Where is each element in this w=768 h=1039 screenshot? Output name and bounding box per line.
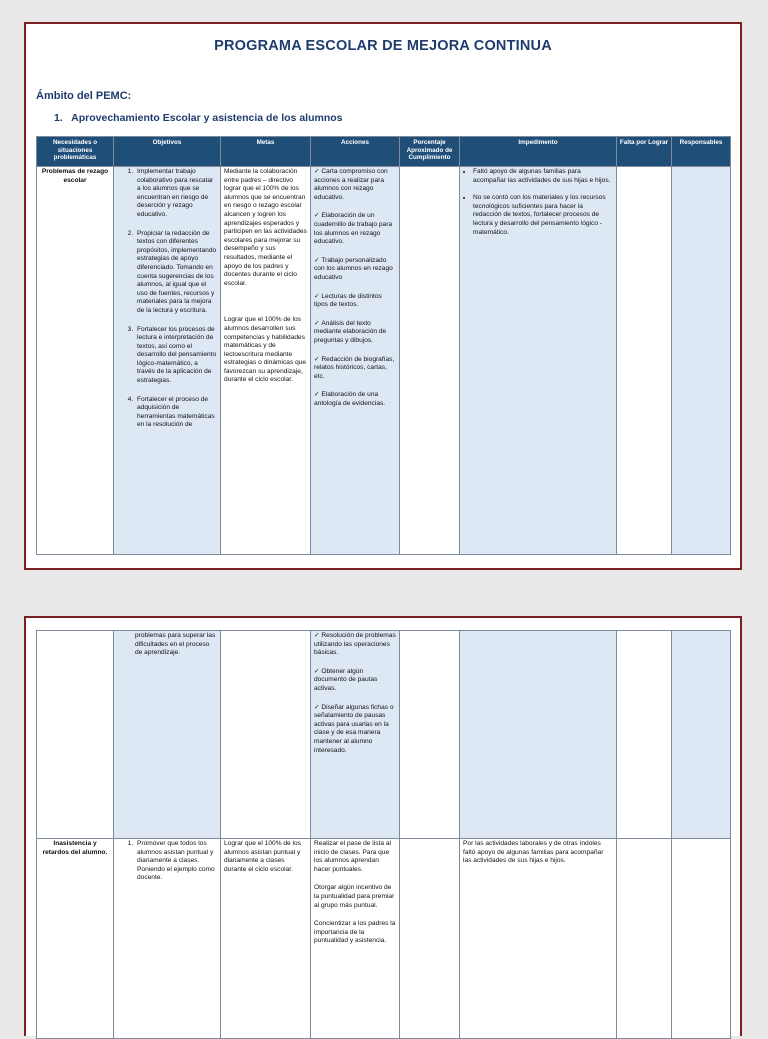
- objetivo-item: 2. Propiciar la redacción de textos con diferentes propósitos, implementando estrategias de apoyo diferenciado. Tomando en cuenta sugerencias de los alumnos, al igual que el uso de fuentes, recursos y materiales para la mejora de la lectura y escritura.: [135, 230, 217, 316]
- accion-item: ✓ Análisis del texto mediante elaboración de preguntas y dibujos.: [314, 320, 396, 346]
- impedimento-cell: Por las actividades laborales y de otras índoles faltó apoyo de algunas familias para acompañar las actividades de sus hijas e hijos.: [460, 839, 617, 1039]
- metas-cell: [221, 631, 311, 839]
- accion-item: ✓ Lecturas de distintos tipos de textos.: [314, 293, 396, 310]
- objetivo-item: 1. Promover que todos los alumnos asistan puntual y diariamente a clases. Poniendo el ejemplo como docente.: [135, 840, 217, 883]
- responsables-cell: [672, 839, 731, 1039]
- document-page-2: [24, 616, 742, 1036]
- impedimento-item: • No se contó con los materiales y los recursos tecnológicos suficientes para hacer la redacción de textos, fortalecer procesos de lectura y desarrollo del pensamiento lógico - matemático.: [473, 194, 613, 237]
- accion-item: ✓ Redacción de biografías, relatos históricos, cartas, etc.: [314, 356, 396, 382]
- metas-cell: [221, 167, 311, 555]
- falta-cell: [617, 839, 672, 1039]
- header-acciones: Acciones: [311, 137, 400, 167]
- accion-item: ✓ Trabajo personalizado con los alumnos en rezago educativo: [314, 257, 396, 283]
- accion-item: Realizar el pase de lista al inicio de clases. Para que los alumnos aprendan hacer puntuales.: [314, 840, 391, 873]
- impedimento-cell: [460, 167, 617, 555]
- table-row: [37, 839, 731, 1039]
- pemc-table: [36, 136, 731, 555]
- falta-cell: [617, 167, 672, 555]
- pemc-table-continued: [36, 630, 731, 1039]
- document-title: PROGRAMA ESCOLAR DE MEJORA CONTINUA: [214, 38, 552, 54]
- objetivos-cell: [114, 167, 221, 555]
- objetivos-cell: [114, 631, 221, 839]
- porcentaje-cell: [400, 839, 460, 1039]
- porcentaje-cell: [400, 167, 460, 555]
- accion-item: Concientizar a los padres la importancia de la puntualidad y asistencia.: [314, 920, 396, 945]
- objetivo-item: 1. Implementar trabajo colaborativo para rescatar a los alumnos que se encuentran en riesgo de deserción y rezago educativo.: [135, 168, 217, 220]
- impedimento-cell: [460, 631, 617, 839]
- acciones-cell: [311, 167, 400, 555]
- accion-item: ✓ Obtener algún documento de pautas activas.: [314, 668, 396, 694]
- responsables-cell: [672, 167, 731, 555]
- accion-item: Otorgar algún incentivo de la puntualidad para premiar al grupo más puntual.: [314, 884, 395, 909]
- metas-cell: Lograr que el 100% de los alumnos asistan puntual y diariamente a clases durante el ciclo escolar.: [221, 839, 311, 1039]
- necesidad-cell: [37, 631, 114, 839]
- accion-item: ✓ Carta compromiso con acciones a realizar para alumnos con rezago educativo.: [314, 168, 396, 202]
- header-impedimento: Impedimento: [460, 137, 617, 167]
- header-responsables: Responsables: [672, 137, 731, 167]
- header-objetivos: Objetivos: [114, 137, 221, 167]
- accion-item: ✓ Resolución de problemas utilizando las operaciones básicas.: [314, 632, 396, 658]
- acciones-cell: [311, 631, 400, 839]
- objetivo-item: 3. Fortalecer los procesos de lectura e interpretación de textos, así como el desarrollo del pensamiento lógico-matemático, a través de la aplicación de estrategias.: [135, 326, 217, 386]
- objetivo-item: 4. Fortalecer el proceso de adquisición de herramientas matemáticas en la resolución de: [135, 396, 217, 430]
- responsables-cell: [672, 631, 731, 839]
- necesidad-cell: Problemas de rezago escolar: [37, 167, 114, 555]
- impedimento-item: • Faltó apoyo de algunas familias para acompañar las actividades de sus hijas e hijos.: [473, 168, 613, 185]
- accion-item: ✓ Elaboración de una antología de evidencias.: [314, 391, 396, 408]
- ambito-label: Ámbito del PEMC:: [36, 90, 132, 102]
- document-page-1: [24, 22, 742, 570]
- meta-item: Mediante la colaboración entre padres – directivo lograr que el 100% de los alumnos que se encuentran en riesgo o rezago escolar alcancen y logren los aprendizajes esperados y participen en las actividades escolares para mejorar su desempeño y sus resultados, mediante el apoyo de los padres y docentes durante el ciclo escolar.: [224, 168, 307, 287]
- table-row: [37, 631, 731, 839]
- header-porcentaje: Porcentaje Aproximado de Cumplimiento: [400, 137, 460, 167]
- objetivos-cell: [114, 839, 221, 1039]
- header-necesidades: Necesidades o situaciones problemáticas: [37, 137, 114, 167]
- section-heading: [54, 112, 343, 124]
- acciones-cell: [311, 839, 400, 1039]
- section-title: Aprovechamiento Escolar y asistencia de los alumnos: [71, 112, 343, 124]
- table-row: [37, 167, 731, 555]
- falta-cell: [617, 631, 672, 839]
- table-header-row: [37, 137, 731, 167]
- porcentaje-cell: [400, 631, 460, 839]
- accion-item: ✓ Elaboración de un cuadernillo de trabajo para los alumnos en rezago educativo.: [314, 212, 396, 246]
- necesidad-cell: Inasistencia y retardos del alumno.: [37, 839, 114, 1039]
- header-falta: Falta por Lograr: [617, 137, 672, 167]
- section-number: 1.: [54, 112, 63, 124]
- objetivo-continuation: problemas para superar las dificultades en el proceso de aprendizaje.: [135, 632, 216, 657]
- header-metas: Metas: [221, 137, 311, 167]
- accion-item: ✓ Diseñar algunas fichas o señalamiento de pausas activas para usarlas en la clase y de esa manera mantener al alumno interesado.: [314, 704, 396, 756]
- meta-item: Lograr que el 100% de los alumnos desarrollen sus competencias y habilidades matemáticas y de lectoescritura mediante estrategias o dinámicas que favorezcan su aprendizaje, durante el ciclo escolar.: [224, 316, 307, 384]
